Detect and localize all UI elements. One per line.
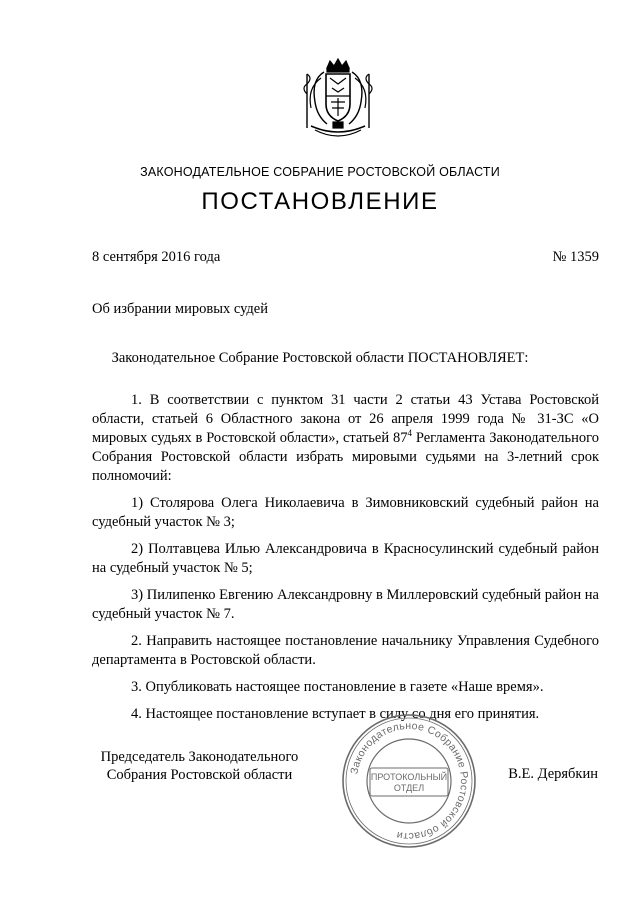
paragraph-2: 2. Направить настоящее постановление начальнику Управления Судебного департамента в Ростовской области. bbox=[92, 633, 599, 668]
paragraph-1: 1. В соответствии с пунктом 31 части 2 статьи 43 Устава Ростовской области, статьей 6 Областного закона от 26 апреля 1999 года № 31-ЗС «О мировых судьях в Ростовской области», статьей $87^4$ Регламента Законодательного Собрания Ростовской области избрать мировыми судьями на 3-летний срок полномочий: bbox=[92, 392, 599, 484]
list-item-2: 2) Полтавцева Илью Александровича в Красносулинский судебный район на судебный участок № 5; bbox=[92, 541, 599, 576]
document-title: ПОСТАНОВЛЕНИЕ bbox=[201, 188, 439, 215]
seal-center-line2: ОТДЕЛ bbox=[393, 783, 425, 793]
list-item-1: 1) Столярова Олега Николаевича в Зимовниковский судебный район на судебный участок № 3; bbox=[92, 495, 599, 530]
seal-center-line1: ПРОТОКОЛЬНЫЙ bbox=[370, 772, 448, 782]
paragraph-3: 3. Опубликовать настоящее постановление в газете «Наше время». bbox=[131, 679, 544, 695]
document-number: № 1359 bbox=[552, 249, 599, 265]
coat-of-arms-icon bbox=[297, 58, 379, 142]
paragraph-4: 4. Настоящее постановление вступает в силу со дня его принятия. bbox=[131, 706, 540, 722]
signer-position-line2: Собрания Ростовской области bbox=[106, 767, 293, 783]
superscript: 4 bbox=[407, 428, 412, 439]
document-date: 8 сентября 2016 года bbox=[92, 249, 221, 265]
document-body bbox=[92, 391, 599, 732]
organization-name: ЗАКОНОДАТЕЛЬНОЕ СОБРАНИЕ РОСТОВСКОЙ ОБЛАСТИ bbox=[140, 165, 500, 179]
signer-position bbox=[92, 748, 307, 784]
document-subject: Об избрании мировых судей bbox=[92, 301, 268, 317]
decree-line: Законодательное Собрание Ростовской области ПОСТАНОВЛЯЕТ: bbox=[111, 350, 529, 366]
seal-ring-text: Законодательное Собрание Ростовской области bbox=[348, 719, 471, 843]
list-item-3: 3) Пилипенко Евгению Александровну в Миллеровский судебный район на судебный участок № 7. bbox=[92, 587, 599, 622]
signer-name: В.Е. Дерябкин bbox=[508, 766, 598, 782]
round-stamp-icon bbox=[340, 712, 478, 850]
signer-position-line1: Председатель Законодательного bbox=[100, 749, 299, 765]
